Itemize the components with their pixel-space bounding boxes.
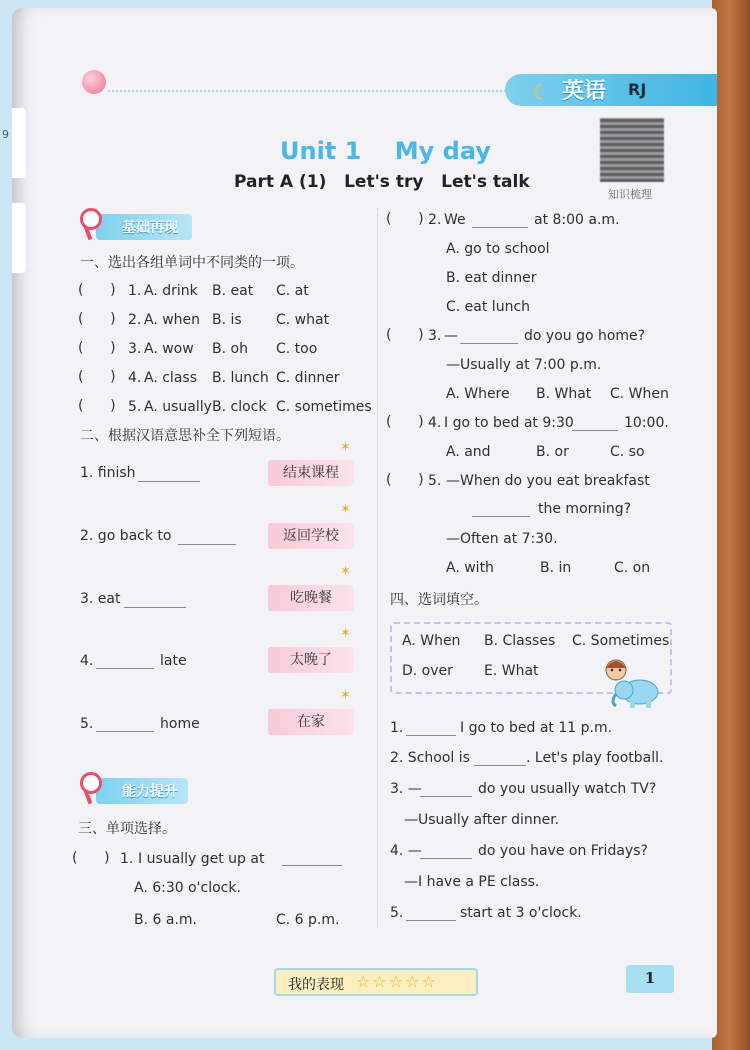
q4-item-text: 1. [390, 720, 404, 736]
q3-option-c: C. so [610, 444, 645, 460]
fill-blank[interactable] [406, 735, 456, 736]
q3-option-c: C. When [610, 386, 669, 402]
q3-item-num: 2. [428, 212, 442, 228]
qr-code[interactable] [600, 118, 664, 182]
q3-item-text: —When do you eat breakfast [446, 473, 650, 489]
q1-option-b: B. lunch [212, 370, 269, 386]
q3-option-a: A. Where [446, 386, 510, 402]
sparkle-icon: ✶ [340, 626, 351, 641]
q3-option-a: A. go to school [446, 241, 550, 257]
q3-item-text: I go to bed at 9:30 [444, 415, 574, 431]
q2-item-text: 5. [80, 716, 94, 732]
q3-item-text: I usually get up at [138, 851, 265, 867]
word-option: B. Classes [484, 633, 556, 649]
moon-icon: ☾ [532, 80, 550, 104]
answer-bracket[interactable]: ( ) [386, 414, 424, 430]
q2-item-text: home [160, 716, 200, 732]
q3-item-text: at 8:00 a.m. [534, 212, 620, 228]
answer-bracket[interactable]: ( ) [78, 398, 116, 414]
previous-page-edge [12, 203, 26, 273]
q1-item-num: 5. [128, 399, 142, 415]
q4-item-text: 3. — [390, 781, 422, 797]
answer-bracket[interactable]: ( ) [386, 472, 424, 488]
q3-option-b: B. or [536, 444, 569, 460]
answer-bracket[interactable]: ( ) [72, 850, 110, 866]
sparkle-icon: ✶ [340, 564, 351, 579]
q1-option-b: B. clock [212, 399, 267, 415]
fill-blank[interactable] [96, 668, 154, 669]
fill-blank[interactable] [282, 865, 342, 866]
q2-item-text: 2. go back to [80, 528, 172, 544]
q3-option-b: B. 6 a.m. [134, 912, 197, 928]
q3-item-num: 1. [120, 851, 134, 867]
q3-option-b: B. in [540, 560, 572, 576]
q2-item-text: 1. finish [80, 465, 136, 481]
q4-item-text: 4. — [390, 843, 422, 859]
q3-item-text: — [444, 328, 458, 344]
fill-blank[interactable] [124, 607, 186, 608]
answer-bracket[interactable]: ( ) [386, 211, 424, 227]
q1-item-num: 1. [128, 283, 142, 299]
q4-heading: 四、选词填空。 [390, 592, 488, 608]
edition-label: RJ [628, 80, 647, 99]
answer-bracket[interactable]: ( ) [386, 327, 424, 343]
unit-title: Unit 1 My day [280, 137, 491, 165]
q1-option-c: C. sometimes [276, 399, 372, 415]
q1-option-b: B. is [212, 312, 242, 328]
q4-item-text: . Let's play football. [526, 750, 664, 766]
q1-option-b: B. eat [212, 283, 254, 299]
q4-item-text: do you usually watch TV? [478, 781, 657, 797]
q3-heading: 三、单项选择。 [78, 821, 176, 837]
q3-option-b: B. eat dinner [446, 270, 537, 286]
header-dotted-line [108, 90, 518, 92]
answer-bracket[interactable]: ( ) [78, 340, 116, 356]
q3-option-a: A. 6:30 o'clock. [134, 880, 241, 896]
q1-option-c: C. too [276, 341, 318, 357]
q3-item-answer: —Often at 7:30. [446, 531, 558, 547]
answer-bracket[interactable]: ( ) [78, 311, 116, 327]
chinese-hint: 在家 [268, 709, 354, 735]
pink-ball-icon [82, 70, 106, 94]
fill-blank[interactable] [96, 731, 154, 732]
q1-option-c: C. what [276, 312, 330, 328]
section-badge-basic: 基础再现 [96, 214, 192, 240]
rating-stars[interactable]: ☆☆☆☆☆ [356, 972, 438, 991]
q3-item-text: do you go home? [524, 328, 646, 344]
q3-option-a: A. with [446, 560, 494, 576]
q3-item-answer: —Usually at 7:00 p.m. [446, 357, 602, 373]
q3-item-num: 4. [428, 415, 442, 431]
column-divider [377, 208, 378, 928]
fill-blank[interactable] [420, 858, 472, 859]
q1-option-b: B. oh [212, 341, 248, 357]
word-option: E. What [484, 663, 539, 679]
q1-item-num: 4. [128, 370, 142, 386]
fill-blank[interactable] [138, 481, 200, 482]
q3-option-c: C. on [614, 560, 651, 576]
q4-item-answer: —I have a PE class. [404, 874, 540, 890]
fill-blank[interactable] [472, 516, 530, 517]
answer-bracket[interactable]: ( ) [78, 282, 116, 298]
previous-page-edge [12, 108, 26, 178]
chinese-hint: 结束课程 [268, 460, 354, 486]
chinese-hint: 太晚了 [268, 647, 354, 673]
sparkle-icon: ✶ [340, 502, 351, 517]
q4-item-text: 2. School is [390, 750, 470, 766]
part-title: Part A (1) Let's try Let's talk [234, 172, 530, 192]
q4-item-text: I go to bed at 11 p.m. [460, 720, 613, 736]
girl-on-elephant-illustration [602, 654, 666, 710]
q3-option-c: C. 6 p.m. [276, 912, 340, 928]
q4-item-answer: —Usually after dinner. [404, 812, 560, 828]
fill-blank[interactable] [572, 430, 618, 431]
q2-item-text: 3. eat [80, 591, 121, 607]
q3-item-text: We [444, 212, 466, 228]
q4-item-text: start at 3 o'clock. [460, 905, 582, 921]
q1-option-a: A. class [144, 370, 197, 386]
subject-label: 英语 [562, 79, 607, 104]
chinese-hint: 返回学校 [268, 523, 354, 549]
q1-option-c: C. dinner [276, 370, 340, 386]
page-number: 1 [644, 969, 656, 987]
fill-blank[interactable] [472, 227, 528, 228]
q1-option-c: C. at [276, 283, 309, 299]
self-rating-label: 我的表现 [288, 977, 344, 993]
q2-heading: 二、根据汉语意思补全下列短语。 [80, 428, 290, 444]
q1-option-a: A. when [144, 312, 201, 328]
q1-option-a: A. wow [144, 341, 194, 357]
fill-blank[interactable] [460, 343, 518, 344]
q3-item-num: 5. [428, 473, 442, 489]
fill-blank[interactable] [406, 920, 456, 921]
wooden-desk [712, 0, 750, 1050]
word-option: D. over [402, 663, 453, 679]
word-option: A. When [402, 633, 461, 649]
sparkle-icon: ✶ [340, 688, 351, 703]
edge-page-number: 9 [2, 128, 9, 141]
q1-option-a: A. usually [144, 399, 212, 415]
q4-item-text: 5. [390, 905, 404, 921]
q1-item-num: 3. [128, 341, 142, 357]
word-option: C. Sometimes [572, 633, 670, 649]
qr-label: 知识梳理 [608, 188, 652, 201]
section-badge-ability: 能力提升 [96, 778, 188, 804]
q4-item-text: do you have on Fridays? [478, 843, 648, 859]
q1-option-a: A. drink [144, 283, 198, 299]
sparkle-icon: ✶ [340, 440, 351, 455]
fill-blank[interactable] [178, 544, 236, 545]
answer-bracket[interactable]: ( ) [78, 369, 116, 385]
q3-option-a: A. and [446, 444, 491, 460]
q2-item-text: 4. [80, 653, 94, 669]
fill-blank[interactable] [420, 796, 472, 797]
q3-option-c: C. eat lunch [446, 299, 531, 315]
q2-item-text: late [160, 653, 187, 669]
fill-blank[interactable] [474, 765, 526, 766]
q1-item-num: 2. [128, 312, 142, 328]
q1-heading: 一、选出各组单词中不同类的一项。 [80, 255, 304, 271]
q3-item-text: 10:00. [624, 415, 669, 431]
chinese-hint: 吃晚餐 [268, 585, 354, 611]
q3-item-text: the morning? [538, 501, 632, 517]
q3-option-b: B. What [536, 386, 592, 402]
q3-item-num: 3. [428, 328, 442, 344]
